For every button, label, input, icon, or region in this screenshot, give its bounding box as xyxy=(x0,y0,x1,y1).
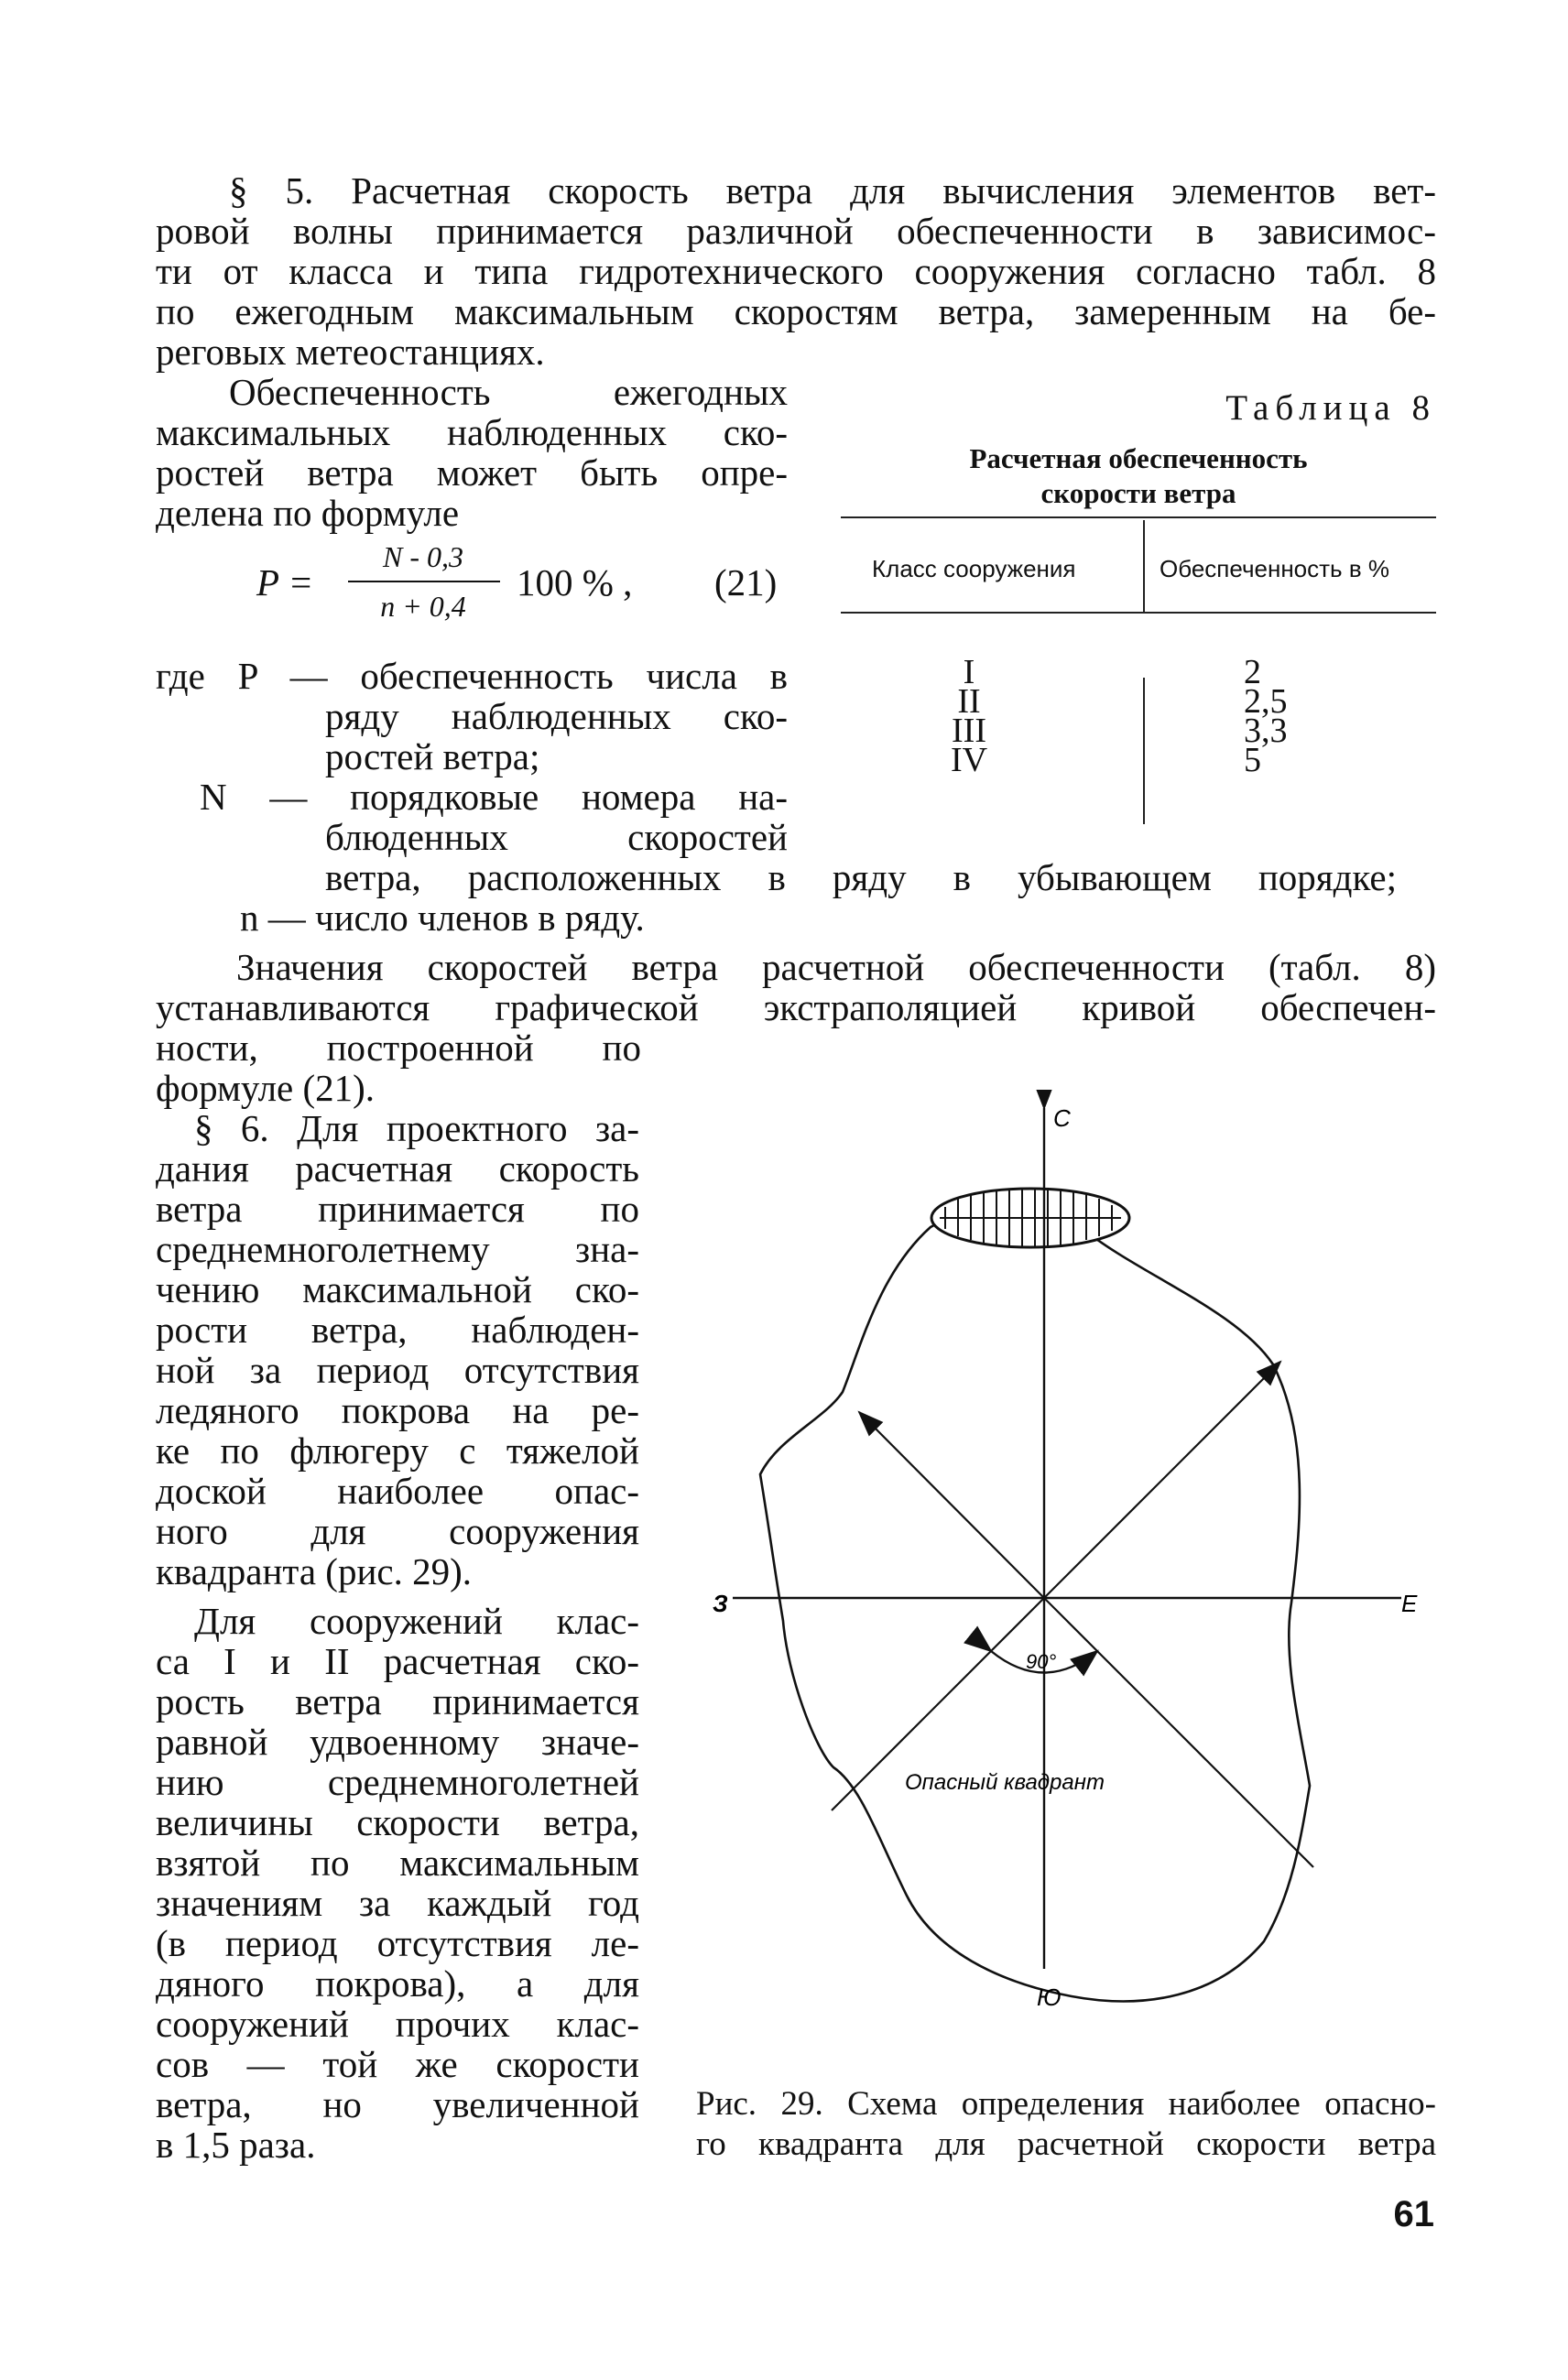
where-block-last xyxy=(240,897,973,938)
label-south: Ю xyxy=(1037,1983,1062,2011)
table-body-divider xyxy=(1143,678,1145,824)
paragraph-classes-line: значениям за каждый год xyxy=(156,1882,639,1924)
paragraph-classes-line: сов — той же скорости xyxy=(156,2043,639,2085)
paragraph-6-line: чению максимальной ско- xyxy=(156,1268,639,1310)
paragraph-classes-line: Для сооружений клас- xyxy=(194,1600,639,1642)
paragraph-classes-line: взятой по максимальным xyxy=(156,1842,639,1884)
table-title xyxy=(841,441,1436,511)
paragraph-5-line: реговых метеостанциях. xyxy=(156,331,545,373)
paragraph-6-line: дания расчетная скорость xyxy=(156,1147,639,1190)
paragraph-5 xyxy=(156,170,1436,372)
label-north: С xyxy=(1053,1104,1071,1132)
label-west: З xyxy=(713,1590,728,1617)
table-cell-percent: 5 xyxy=(1244,741,1261,779)
paragraph-6-line: ной за период отсутствия xyxy=(156,1349,639,1391)
table-cell-class: I xyxy=(963,653,975,691)
table-title-line: скорости ветра xyxy=(1040,477,1236,509)
figure-caption-line: го квадранта для расчетной скорости ветра xyxy=(696,2125,1436,2163)
paragraph-classes-line: нию среднемноголетней xyxy=(156,1761,639,1803)
paragraph-6-line: ледяного покрова на ре- xyxy=(156,1389,639,1431)
where-line: ростей ветра; xyxy=(325,735,540,777)
table-8 xyxy=(841,388,1436,779)
paragraph-5-line: § 5. Расчетная скорость ветра для вычисления элементов вет- xyxy=(229,169,1436,212)
paragraph-6-line: квадранта (рис. 29). xyxy=(156,1550,472,1592)
paragraph-values-narrow xyxy=(156,1027,641,1108)
table-cell-class: III xyxy=(952,712,986,750)
table-cell-percent: 2,5 xyxy=(1244,682,1288,721)
wind-contour xyxy=(760,1210,1310,2001)
paragraph-6-line: ке по флюгеру с тяжелой xyxy=(156,1429,639,1472)
table-header-class: Класс сооружения xyxy=(872,555,1076,582)
paragraph-classes-line: (в период отсутствия ле- xyxy=(156,1922,639,1964)
paragraph-classes-line: равной удвоенному значе- xyxy=(156,1721,639,1763)
paragraph-5-line: по ежегодным максимальным скоростям ветра, замеренным на бе- xyxy=(156,290,1436,332)
formula-lhs: P = xyxy=(256,561,314,603)
paragraph-classes xyxy=(156,1601,639,2165)
paragraph-6-line: доской наиболее опас- xyxy=(156,1470,639,1512)
paragraph-5-line: ровой волны принимается различной обеспеченности в зависимос- xyxy=(156,210,1436,252)
where-block-wide xyxy=(325,857,1397,897)
paragraph-supply-line: максимальных наблюденных ско- xyxy=(156,411,788,453)
paragraph-supply-line: делена по формуле xyxy=(156,492,460,534)
paragraph-6-line: ного для сооружения xyxy=(156,1510,639,1552)
table-title-line: Расчетная обеспеченность xyxy=(969,442,1308,474)
formula-number: (21) xyxy=(714,561,778,603)
paragraph-values xyxy=(156,947,1436,1027)
paragraph-values-line: ности, построенной по xyxy=(156,1027,641,1069)
paragraph-6-line: среднемноголетнему зна- xyxy=(156,1228,639,1270)
label-quadrant: Опасный квадрант xyxy=(905,1770,1105,1795)
diagonal-ne xyxy=(1044,1362,1280,1598)
paragraph-6 xyxy=(156,1108,639,1592)
table-header-divider xyxy=(1143,520,1145,612)
paragraph-6-line: ветра принимается по xyxy=(156,1188,639,1230)
where-line: блюденных скоростей xyxy=(325,816,788,858)
paragraph-values-line: формуле (21). xyxy=(156,1067,376,1109)
where-line: ветра, расположенных в ряду в убывающем порядке; xyxy=(325,856,1397,898)
paragraph-classes-line: са I и II расчетная ско- xyxy=(156,1640,639,1682)
fraction-bar xyxy=(348,581,500,582)
table-header-percent: Обеспеченность в % xyxy=(1160,555,1389,582)
where-block xyxy=(156,656,788,857)
paragraph-supply xyxy=(156,372,788,533)
where-line: ряду наблюденных ско- xyxy=(325,695,788,737)
paragraph-classes-line: ветра, но увеличенной xyxy=(156,2083,639,2125)
paragraph-5-line: ти от класса и типа гидротехнического сооружения согласно табл. 8 xyxy=(156,250,1436,292)
table-cell-percent: 2 xyxy=(1244,653,1261,691)
table-caption: Таблица 8 xyxy=(1225,388,1436,428)
label-angle: 90° xyxy=(1026,1650,1057,1673)
paragraph-supply-line: ростей ветра может быть опре- xyxy=(156,451,788,494)
paragraph-values-line: Значения скоростей ветра расчетной обеспеченности (табл. 8) xyxy=(236,946,1436,988)
paragraph-6-line: рости ветра, наблюден- xyxy=(156,1309,639,1351)
paragraph-classes-line: величины скорости ветра, xyxy=(156,1801,639,1843)
where-line: где P — обеспеченность числа в xyxy=(156,655,788,697)
diagonal-se xyxy=(1044,1598,1313,1867)
table-header-rule xyxy=(841,612,1436,614)
where-line: n — число членов в ряду. xyxy=(240,897,645,939)
formula-numerator: N - 0,3 xyxy=(383,540,463,573)
formula-denominator: n + 0,4 xyxy=(380,590,466,623)
paragraph-classes-line: в 1,5 раза. xyxy=(156,2124,316,2166)
table-top-rule xyxy=(841,516,1436,518)
paragraph-classes-line: сооружений прочих клас- xyxy=(156,2003,639,2045)
table-cell-class: IV xyxy=(950,741,988,779)
paragraph-supply-line: Обеспеченность ежегодных xyxy=(229,371,788,413)
diagonal-nw xyxy=(859,1412,1044,1598)
page-number: 61 xyxy=(1393,2194,1434,2234)
paragraph-values-line: устанавливаются графической экстраполяцией кривой обеспечен- xyxy=(156,986,1436,1028)
formula-factor: 100 % , xyxy=(517,561,633,603)
label-east: Е xyxy=(1401,1590,1418,1617)
figure-29-diagram xyxy=(705,1090,1438,2033)
where-line: N — порядковые номера на- xyxy=(200,776,788,818)
paragraph-6-line: § 6. Для проектного за- xyxy=(194,1107,639,1149)
figure-caption xyxy=(696,2084,1436,2165)
table-cell-class: II xyxy=(957,682,981,721)
table-cell-percent: 3,3 xyxy=(1244,712,1288,750)
paragraph-classes-line: рость ветра принимается xyxy=(156,1680,639,1723)
figure-caption-line: Рис. 29. Схема определения наиболее опасно- xyxy=(696,2085,1436,2123)
paragraph-classes-line: дяного покрова), а для xyxy=(156,1962,639,2005)
